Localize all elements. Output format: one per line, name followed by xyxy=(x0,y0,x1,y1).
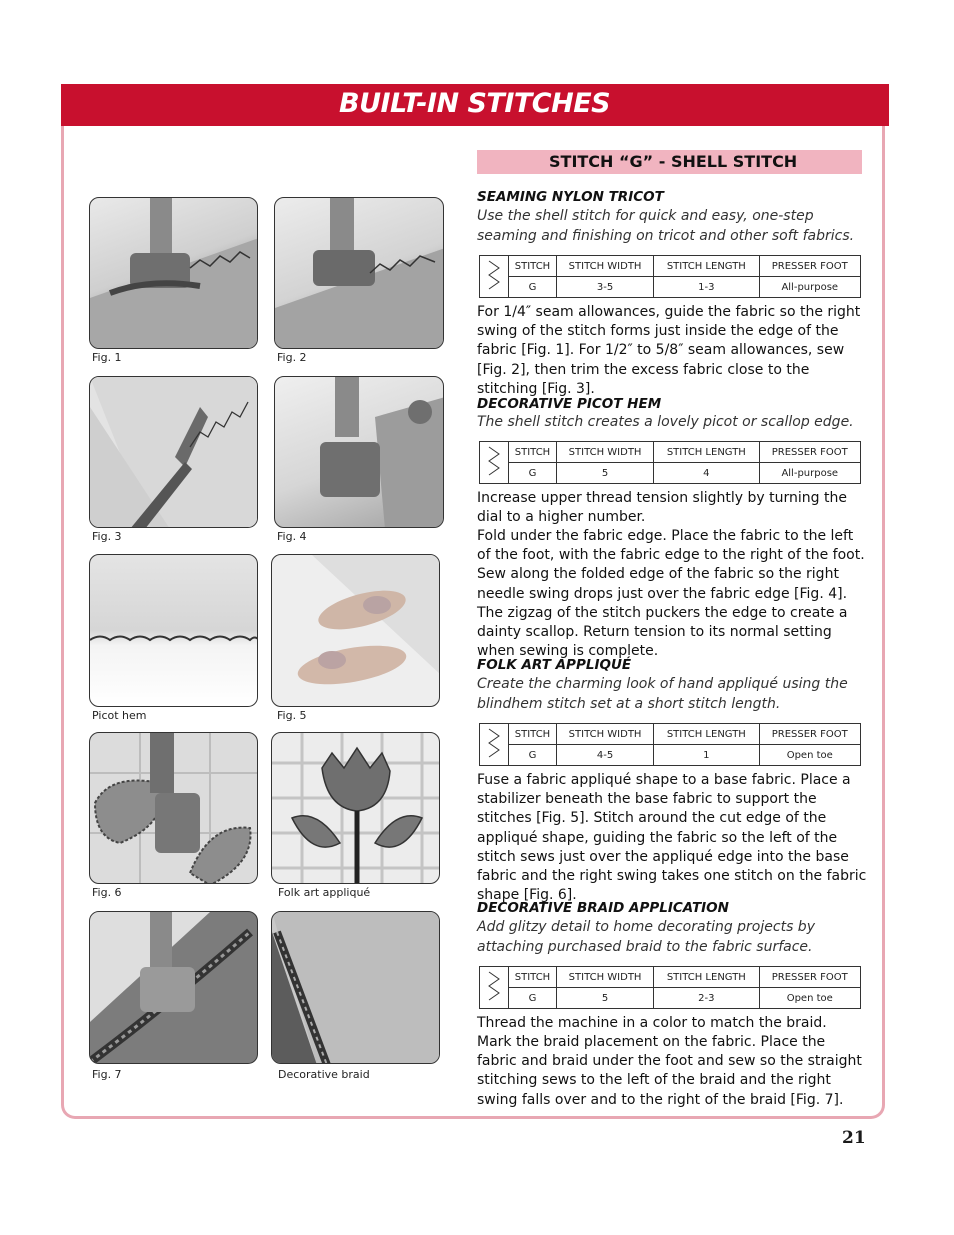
stitch-value: G xyxy=(509,463,557,484)
picot-hem-illustration xyxy=(90,555,258,707)
figure-fig-6 xyxy=(89,732,258,884)
blindhem-stitch-icon xyxy=(480,724,509,766)
figure-fig-5 xyxy=(271,554,440,707)
section-body: Thread the machine in a color to match the braid. xyxy=(477,1015,827,1031)
section-intro: Create the charming look of hand appliqué using the blindhem stitch set at a short stitch length. xyxy=(477,676,848,712)
stitch-settings-table xyxy=(479,441,861,484)
header-stitch: STITCH xyxy=(509,442,557,463)
header-presser-foot: PRESSER FOOT xyxy=(759,967,860,988)
stitch-value: G xyxy=(509,745,557,766)
figure-picot-hem xyxy=(89,554,258,707)
title-banner xyxy=(61,84,889,126)
stitch-width-value: 5 xyxy=(556,988,653,1009)
hands-fabric-illustration xyxy=(272,555,440,707)
presser-foot-value: Open toe xyxy=(759,745,860,766)
figure-caption: Fig. 7 xyxy=(92,1068,122,1081)
figure-caption: Picot hem xyxy=(92,709,147,722)
figure-folk-art-applique xyxy=(271,732,440,884)
applique-sewing-illustration xyxy=(90,733,258,884)
figure-fig-1 xyxy=(89,197,258,349)
stitch-length-value: 4 xyxy=(654,463,759,484)
figure-caption: Folk art appliqué xyxy=(278,886,371,899)
figure-fig-4 xyxy=(274,376,444,528)
section-title: STITCH “G” - SHELL STITCH xyxy=(549,152,798,171)
section-title-bar xyxy=(477,150,862,174)
stitch-settings-table xyxy=(479,255,861,298)
figure-caption: Fig. 2 xyxy=(277,351,307,364)
header-presser-foot: PRESSER FOOT xyxy=(759,256,860,277)
presser-foot-value: All-purpose xyxy=(759,277,860,298)
stitch-length-value: 2-3 xyxy=(654,988,759,1009)
header-stitch: STITCH xyxy=(509,967,557,988)
figure-decorative-braid xyxy=(271,911,440,1064)
section-body: Increase upper thread tension slightly by turning the dial to a higher number. xyxy=(477,490,847,526)
figure-caption: Fig. 3 xyxy=(92,530,122,543)
presser-foot-illustration xyxy=(275,377,444,528)
subheading-decorative-braid-application: DECORATIVE BRAID APPLICATION xyxy=(477,900,729,916)
figure-caption: Decorative braid xyxy=(278,1068,370,1081)
section-intro: Use the shell stitch for quick and easy, one-step seaming and finishing on tricot and other soft fabrics. xyxy=(477,208,855,244)
stitch-value: G xyxy=(509,277,557,298)
subheading-seaming-nylon-tricot: SEAMING NYLON TRICOT xyxy=(477,189,664,205)
subheading-decorative-picot-hem: DECORATIVE PICOT HEM xyxy=(477,396,662,412)
stitch-value: G xyxy=(509,988,557,1009)
header-stitch-length: STITCH LENGTH xyxy=(654,256,759,277)
figure-caption: Fig. 4 xyxy=(277,530,307,543)
header-presser-foot: PRESSER FOOT xyxy=(759,442,860,463)
header-stitch-length: STITCH LENGTH xyxy=(654,967,759,988)
presser-foot-value: Open toe xyxy=(759,988,860,1009)
header-stitch-length: STITCH LENGTH xyxy=(654,442,759,463)
stitch-length-value: 1 xyxy=(654,745,759,766)
presser-foot-value: All-purpose xyxy=(759,463,860,484)
figure-fig-7 xyxy=(89,911,258,1064)
figure-fig-3 xyxy=(89,376,258,528)
header-stitch-width: STITCH WIDTH xyxy=(556,967,653,988)
tulip-applique-illustration xyxy=(272,733,440,884)
header-stitch-width: STITCH WIDTH xyxy=(556,724,653,745)
scissors-trim-illustration xyxy=(90,377,258,528)
page-title: BUILT-IN STITCHES xyxy=(339,88,611,119)
stitch-settings-table xyxy=(479,966,861,1009)
header-stitch-length: STITCH LENGTH xyxy=(654,724,759,745)
figure-caption: Fig. 6 xyxy=(92,886,122,899)
subheading-folk-art-applique: FOLK ART APPLIQUÉ xyxy=(477,657,632,673)
section-body-continued: Mark the braid placement on the fabric. Place the fabric and braid under the foot and sew so the straight stitching sews to the left of the braid and the right swing falls over and to the right of the braid [Fig. 7]. xyxy=(477,1034,862,1108)
shell-stitch-icon xyxy=(480,256,509,298)
header-presser-foot: PRESSER FOOT xyxy=(759,724,860,745)
braid-trim-illustration xyxy=(272,912,440,1064)
presser-foot-illustration xyxy=(90,198,258,349)
section-intro: Add glitzy detail to home decorating projects by attaching purchased braid to the fabric surface. xyxy=(477,919,815,955)
presser-foot-illustration xyxy=(275,198,444,349)
section-body-continued: Fold under the fabric edge. Place the fabric to the left of the foot, with the fabric edge to the right of the foot. Sew along the folded edge of the fabric so the right needle swing drops just over the fabric edge [Fig. 4]. The zigzag of the stitch puckers the edge to create a dainty scallop. Return tension to its normal setting when sewing is complete. xyxy=(477,528,865,660)
header-stitch: STITCH xyxy=(509,724,557,745)
figure-fig-2 xyxy=(274,197,444,349)
braid-sewing-illustration xyxy=(90,912,258,1064)
page-number: 21 xyxy=(842,1128,866,1148)
stitch-width-value: 3-5 xyxy=(556,277,653,298)
stitch-width-value: 5 xyxy=(556,463,653,484)
header-stitch-width: STITCH WIDTH xyxy=(556,256,653,277)
shell-stitch-icon xyxy=(480,967,509,1009)
stitch-settings-table xyxy=(479,723,861,766)
shell-stitch-icon xyxy=(480,442,509,484)
header-stitch-width: STITCH WIDTH xyxy=(556,442,653,463)
section-intro: The shell stitch creates a lovely picot or scallop edge. xyxy=(477,414,854,430)
figure-caption: Fig. 1 xyxy=(92,351,122,364)
header-stitch: STITCH xyxy=(509,256,557,277)
section-body: For 1/4″ seam allowances, guide the fabric so the right swing of the stitch forms just inside the edge of the fabric [Fig. 1]. For 1/2″ to 5/8″ seam allowances, sew [Fig. 2], then trim the excess fabric close to the stitching [Fig. 3]. xyxy=(477,304,861,397)
figure-caption: Fig. 5 xyxy=(277,709,307,722)
stitch-length-value: 1-3 xyxy=(654,277,759,298)
section-body: Fuse a fabric appliqué shape to a base fabric. Place a stabilizer beneath the base fabric to support the stitches [Fig. 5]. Stitch around the cut edge of the appliqué shape, guiding the fabric so the left of the stitch sews just over the appliqué edge into the base fabric and the right swing takes one stitch on the fabric shape [Fig. 6]. xyxy=(477,772,867,904)
stitch-width-value: 4-5 xyxy=(556,745,653,766)
